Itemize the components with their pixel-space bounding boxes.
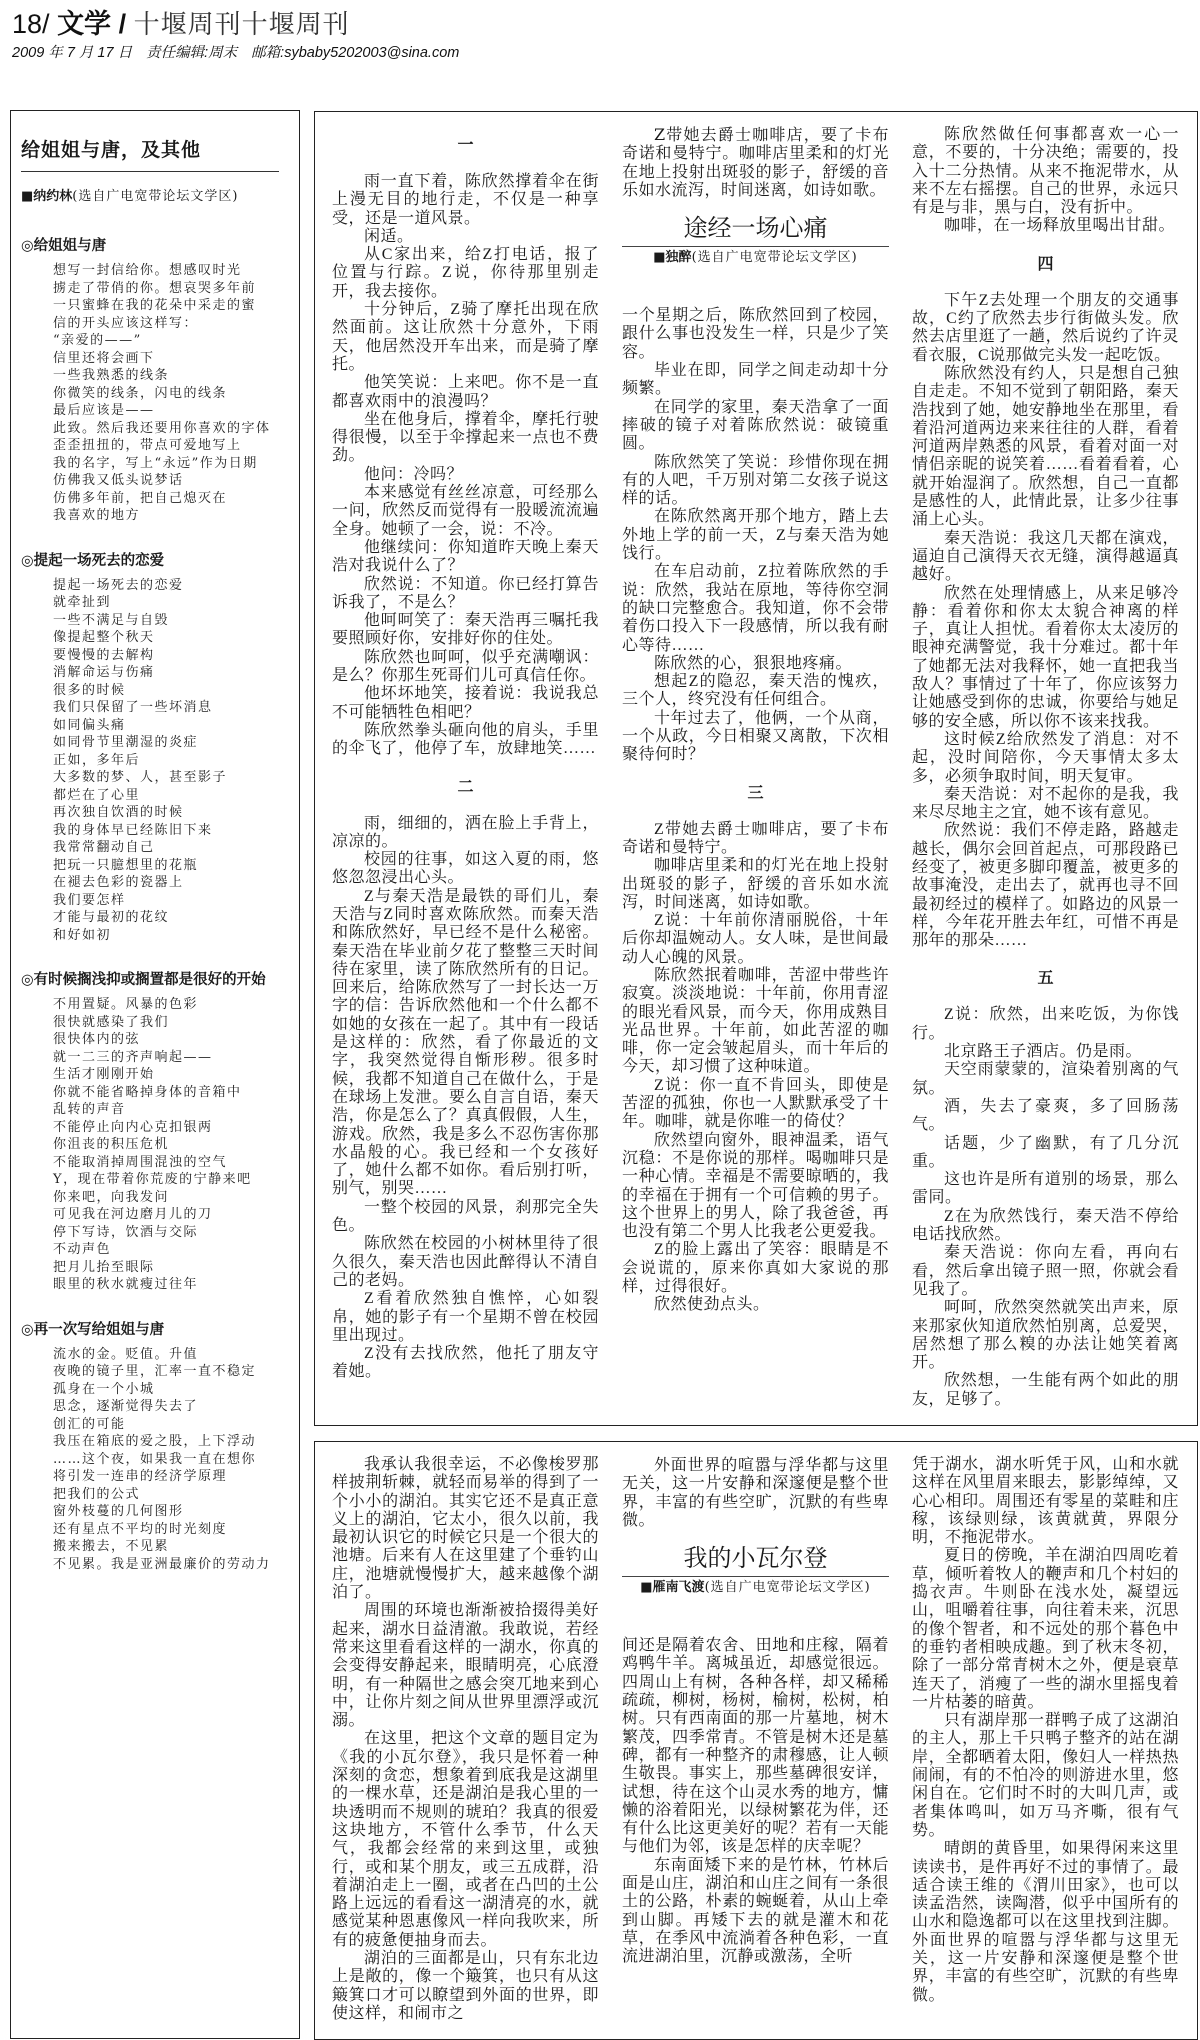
dateline: [12, 44, 469, 62]
poem-line: 我常常翻动自己: [53, 840, 155, 855]
poem-line: 信的开头应该这样写：: [53, 315, 199, 331]
poem-line: 夜晚的镜子里，汇率一直不稳定: [53, 1364, 257, 1379]
paper-name: 十堰周刊十堰周刊: [133, 10, 350, 40]
poem-line: 眼里的秋水就瘦过往年: [53, 1277, 199, 1292]
author: ■独醉: [653, 250, 692, 266]
title-rule: [622, 1576, 889, 1577]
paragraph: 毕业在即，同学之间走动却十分频繁。: [622, 362, 889, 398]
poem-line: 在褪去色彩的瓷器上: [53, 875, 184, 890]
poem-line: 你微笑的线条，闪电的线条: [53, 385, 228, 401]
title-rule: [622, 246, 889, 247]
poem-line: 掳走了带俏的你。想哀哭多年前: [53, 280, 257, 296]
page-masthead: [12, 8, 350, 41]
poem-line: 消解命运与伤痛: [53, 665, 155, 680]
paragraph: 夏日的傍晚，羊在湖泊四周吃着草，倾听着牧人的鞭声和几个村妇的捣衣声。牛则卧在浅水处，凝望远山，咀嚼着往事，向往着未来，沉思的像个智者，和不远处的那个暮色中的垂钓者相映成趣。到了秋末冬初，除了一部分常青树木之外，便是衰草连天了，消瘦了一些的湖水里摇曳着一片枯萎的暗黄。: [912, 1547, 1179, 1711]
story-wo-de-xiao-waerdeng: [314, 1441, 1198, 2040]
poem-line: 把玩一只臆想里的花瓶: [53, 857, 199, 873]
poem-line: 孤身在一个小城: [53, 1381, 155, 1397]
paragraph: 在这里，把这个文章的题目定为《我的小瓦尔登》，我只是怀着一种深刻的贪恋，想象着到底我是这湖里的一棵水草，还是湖泊是我心里的一块透明而不规则的琥珀？我真的很爱这块地方，不管什么季节，什么天气，我都会经常的来到这里，或独行，或和某个朋友，或三五成群，沿着湖泊走上一圈，或者在凸凹的土公路上远远的看看这一湖清亮的水，就感觉某种恩惠像风一样向我吹来，所有的疲惫便抽身而去。: [332, 1730, 599, 1949]
poem-line: 一些我熟悉的线条: [53, 368, 170, 383]
paragraph: 东南面矮下来的是竹林，竹林后面是山庄，湖泊和山庄之间有一条很土的公路，朴素的蜿蜒着，从山上牵到山脚。再矮下去的就是灌木和花草，在季风中流淌着各种色彩，一直流进湖泊里，沉静或激荡，全听: [622, 1856, 889, 1966]
paragraph: 欣然说：我们不停走路，路越走越长，偶尔会回首起点，可那段路已经变了，被更多脚印覆盖，被更多的故事淹没，走出去了，就再也寻不回最初经过的模样了。如路边的风景一样，今年花开胜去年红，可惜不再是那年的那朵……: [912, 822, 1179, 950]
poem-list: [21, 236, 286, 1573]
paragraph: 我承认我很幸运，不必像梭罗那样披荆斩棘，就轻而易举的得到了一个小小的湖泊。其实它还不是真正意义上的湖泊，它太小，很久以前，我最初认识它的时候它只是一个很大的池塘。后来有人在这里建了个垂钓山庄，池塘就慢慢扩大，越来越像个湖泊了。: [332, 1456, 599, 1602]
poem-line: 乱转的声音: [53, 1102, 126, 1117]
poem-line: 你沮丧的积压危机: [53, 1137, 170, 1152]
poem-line: 我们只保留了一些坏消息: [53, 700, 213, 715]
poem-line: 我喜欢的地方: [53, 508, 141, 523]
paragraph: 这也许是所有道别的场景，那么雷同。: [912, 1171, 1179, 1207]
poem-line: 就牵扯到: [53, 595, 112, 610]
paragraph: 秦天浩说：你向左看，再向右看，然后拿出镜子照一照，你就会看见我了。: [912, 1244, 1179, 1298]
poem-line: 仿佛多年前，把自己熄灭在: [53, 490, 228, 506]
poem-line: 创汇的可能: [53, 1416, 126, 1432]
poem-line: 最后应该是——: [53, 403, 155, 418]
poem-line: 才能与最初的花纹: [53, 910, 170, 925]
poem-line: Y，现在带着你荒废的宁静来吧: [53, 1172, 252, 1187]
paragraph: 雨，细细的，洒在脸上手背上，凉凉的。: [332, 814, 599, 850]
poem-line: 还有星点不平均的时光刻度: [53, 1521, 228, 1537]
paragraph: Z说：你一直不肯回头，即使是苦涩的孤独，你也一人默默承受了十年。咖啡，就是你唯一的倚仗？: [622, 1076, 889, 1131]
poem-line: 我的名字，写上“永远”作为日期: [53, 455, 258, 471]
paragraph: 呵呵，欣然突然就笑出声来，原来那家伙知道欣然怕别离，总爱哭，居然想了那么糗的办法让她笑着离开。: [912, 1299, 1179, 1372]
paragraph: 陈欣然拳头砸向他的肩头，手里的伞飞了，他停了车，放肆地笑……: [332, 721, 599, 758]
paragraph: 这时候Z给欣然发了消息：对不起，没时间陪你，今天事情太多太多，必须争取时间，明天复审。: [912, 730, 1179, 785]
story-tujing-yichang-xintong: [314, 111, 1198, 1426]
masthead-slash: /: [118, 9, 127, 39]
poem-title: ◎提起一场死去的恋爱: [21, 552, 165, 569]
poem-line: 很快体内的弦: [53, 1032, 141, 1047]
poem-line: 不能停止向内心克扣银两: [53, 1119, 213, 1135]
right-stories: [314, 111, 1198, 2040]
paragraph: 陈欣然做任何事都喜欢一心一意，不要的，十分决绝；需要的，投入十二分热情。从来不拖泥带水，从来不左右摇摆。自己的世界，永远只有是与非，黑与白，没有折中。: [912, 126, 1179, 217]
page-number: 18/: [12, 9, 50, 39]
paragraph: 他坏坏地笑，接着说：我说我总不可能牺牲色相吧？: [332, 685, 599, 721]
paragraph: 北京路王子酒店。仍是雨。: [944, 1043, 1143, 1061]
paragraph: Z说：十年前你清丽脱俗，十年后你却温婉动人。女人味，是世间最动人心魄的风景。: [622, 912, 889, 966]
article-byline: [21, 188, 289, 206]
paragraph: Z在为欣然饯行，秦天浩不停给电话找欣然。: [912, 1207, 1179, 1244]
poem-line: 仿佛我又低头说梦话: [53, 473, 184, 488]
poem-line: 一只蜜蜂在我的花朵中采走的蜜: [53, 298, 257, 313]
column-3: [912, 126, 1179, 1409]
byline-source: (选自广电宽带论坛文学区): [704, 1580, 871, 1596]
poem-title: ◎有时候搁浅抑或搁置都是很好的开始: [21, 972, 266, 988]
paragraph: Z看着欣然独自憔悴，心如裂帛，她的影子有一个星期不曾在校园里出现过。: [332, 1290, 599, 1344]
poem-line: 都烂在了心里: [53, 787, 141, 803]
poem-line: 大多数的梦、人，甚至影子: [53, 770, 228, 785]
section-number-heading: 二: [457, 776, 474, 796]
paragraph: 话题，少了幽默，有了几分沉重。: [912, 1134, 1179, 1170]
paragraph: 坐在他身后，撑着伞，摩托行驶得很慢，以至于伞撑起来一点也不费劲。: [332, 410, 599, 465]
paragraph: Z与秦天浩是最铁的哥们儿，秦天浩与Z同时喜欢陈欣然。而秦天浩和陈欣然好，早已经不是什么秘密。秦天浩在毕业前夕花了整整三天时间待在家里，读了陈欣然所有的日记。回来后，给陈欣然写了一封长达一万字的信：告诉欣然他和一个什么都不如她的女孩在一起了。其中有一段话是这样的：欣然，看了你最近的文字，我突然觉得自惭形秽。很多时候，我都不知道自己在做什么，于是在球场上发泄。要么自言自语，秦天浩，你是怎么了？真真假假，人生，游戏。欣然，我是多么不忍伤害你那水晶般的心。我已经和一个女孩好了，她什么都不如你。看后别打听，别气，别哭……: [332, 887, 599, 1198]
email: 邮箱:sybaby5202003@sina.com: [251, 45, 460, 61]
paragraph: Z带她去爵士咖啡店，要了卡布奇诺和曼特宁。: [622, 820, 889, 856]
poem-line: 很多的时候: [53, 682, 126, 698]
paragraph: 凭于湖水，湖水听凭于风，山和水就这样在风里眉来眼去，影影绰绰，又心心相印。周围还有零星的菜畦和庄稼，该绿则绿，该黄就黄，界限分明，不拖泥带水。: [912, 1456, 1179, 1547]
paragraph: 他呵呵笑了：秦天浩再三嘱托我要照顾好你，安排好你的住处。: [332, 612, 599, 648]
poem-line: 就一二三的齐声响起——: [53, 1049, 213, 1065]
column-2: [622, 126, 889, 1315]
poem-line: 提起一场死去的恋爱: [53, 577, 184, 593]
column-2-text: [622, 307, 889, 1314]
poem-line: 此致。然后我还要用你喜欢的字体: [53, 420, 271, 436]
paragraph: 在车启动前，Z拉着陈欣然的手说：欣然，我站在原地，等待你空洞的缺口完整愈合。我知道，你不会带着伤口投入下一段感情，所以我有耐心等待……: [622, 563, 889, 654]
paragraph: Z的脸上露出了笑容：眼睛是不会说谎的，原来你真如大家说的那样，过得很好。: [622, 1241, 889, 1296]
section-number-heading: 四: [1037, 253, 1054, 273]
article-title: 我的小瓦尔登: [683, 1544, 828, 1573]
paragraph: 欣然望向窗外，眼神温柔，语气沉稳：不是你说的那样。喝咖啡只是一种心情。幸福是不需要晾晒的，我的幸福在于拥有一个可信赖的男子。这个世界上的男人，除了我爸爸，再也没有第二个男人比我老公更爱我。: [622, 1131, 889, 1241]
article-header: [622, 126, 889, 267]
article-byline: [622, 249, 889, 267]
paragraph: 欣然在处理情感上，从来足够冷静：看着你和你太太貌合神离的样子，真让人担忧。看着你太太凌厉的眼神充满警觉，我十分难过。都十年了她都无法对我释怀，她一直把我当敌人？事情过了十年了，你应该努力让她感受到你的忠诚，你要给与她足够的安全感，所以你不该来找我。: [912, 584, 1179, 730]
paragraph: Z说：欣然，出来吃饭，为你饯行。: [912, 1006, 1179, 1042]
poem-line: “亲爱的——”: [53, 333, 142, 348]
pull-quote: 外面世界的喧嚣与浮华都与这里无关，这一片安静和深邃便是整个世界，丰富的有些空旷，沉默的有些卑微。: [622, 1455, 889, 1529]
poem-line: 正如，多年后: [53, 752, 141, 768]
poem-line: 把月儿抬至眼际: [53, 1259, 155, 1275]
section-number-heading: 三: [747, 782, 764, 802]
poem-line: 可见我在河边磨月儿的刀: [53, 1207, 213, 1222]
poem-line: 窗外枝蔓的几何图形: [53, 1504, 184, 1519]
section-number-heading: 五: [1037, 968, 1054, 988]
paragraph: 酒，失去了豪爽，多了回肠荡气。: [912, 1097, 1179, 1134]
poem-line: 如同偏头痛: [53, 717, 126, 733]
paragraph: 下午Z去处理一个朋友的交通事故，C约了欣然去步行街做头发。欣然去店里逛了一趟，然后说约了许灵看衣服，C说那做完头发一起吃饭。: [912, 291, 1179, 364]
author: ■纳约林: [21, 189, 73, 204]
poem-line: 如同骨节里潮湿的炎症: [53, 735, 199, 750]
title-rule: [21, 171, 279, 172]
poem-line: 和好如初: [53, 927, 112, 943]
column-1: [332, 126, 599, 1382]
poem-line: 想写一封信给你。想感叹时光: [53, 263, 242, 278]
paragraph: 欣然说：不知道。你已经打算告诉我了，不是么？: [332, 575, 599, 611]
poem-line: 你来吧，向我发问: [53, 1189, 170, 1205]
poem-line: 搬来搬去，不见累: [53, 1539, 170, 1554]
paragraph: 闲适。: [364, 227, 414, 245]
paragraph: 间还是隔着农舍、田地和庄稼，隔着鸡鸭牛羊。离城虽近，却感觉很远。四周山上有树，各种各样，却又稀稀疏疏，柳树，杨树，榆树，松树，柏树。只有西南面的那一片墓地，树木繁茂，四季常青。不管是树木还是墓碑，都有一种整齐的肃穆感，让人顿生敬畏。事实上，那些墓碑很安详，试想，待在这个山灵水秀的地方，慵懒的浴着阳光，以绿树繁花为伴，还有什么比这更美好的呢？若有一天能与他们为邻，该是怎样的庆幸呢？: [622, 1637, 889, 1856]
editor: 责任编辑:周末: [146, 45, 238, 61]
paragraph: 秦天浩说：对不起你的是我，我来尽尽地主之宜，她不该有意见。: [912, 785, 1179, 822]
poem-title: ◎再一次写给姐姐与唐: [21, 1321, 165, 1338]
poem-line: 我们要怎样: [53, 892, 126, 908]
section-name: 文学: [57, 9, 112, 39]
poems-article: [10, 110, 300, 2039]
paragraph: 欣然想，一生能有两个如此的朋友，足够了。: [912, 1372, 1179, 1408]
poem-line: 不能取消掉周围混浊的空气: [53, 1154, 228, 1170]
paragraph: 晴朗的黄昏里，如果得闲来这里读读书，是件再好不过的事情了。最适合读王维的《渭川田家》，也可以读孟浩然，读陶潜，似乎中国所有的山水和隐逸都可以在这里找到注脚。外面世界的喧嚣与浮华都与这里无关，这一片安静和深邃便是整个世界，丰富的有些空旷，沉默的有些卑微。: [912, 1840, 1179, 2004]
paragraph: 在陈欣然离开那个地方，踏上去外地上学的前一天，Z与秦天浩为她饯行。: [622, 508, 889, 563]
poem-line: 不动声色: [53, 1242, 112, 1257]
poem-line: 你就不能省略掉身体的音箱中: [53, 1084, 242, 1100]
poem-line: 很快就感染了我们: [53, 1014, 170, 1030]
paragraph: 一整个校园的风景，刹那完全失色。: [332, 1198, 599, 1235]
byline-source: (选自广电宽带论坛文学区): [691, 250, 858, 266]
paragraph: 想起Z的隐忍，秦天浩的愧疚，三个人，终究没有任何组合。: [622, 673, 889, 709]
column-1: [332, 1456, 599, 2023]
pull-quote: Z带她去爵士咖啡店，要了卡布奇诺和曼特宁。咖啡店里柔和的灯光在地上投射出斑驳的影子，舒缓的音乐如水流泻，时间迷离，如诗如歌。: [622, 125, 889, 199]
paragraph: Z没有去找欣然，他托了朋友守着她。: [332, 1345, 599, 1381]
section-number-heading: 一: [457, 135, 474, 154]
issue-date: 2009 年 7 月 17 日: [12, 45, 133, 61]
column-3: [912, 1456, 1179, 2005]
paragraph: 十分钟后，Z骑了摩托出现在欣然面前。这让欣然十分意外，下雨天，他居然没开车出来，而是骑了摩托。: [332, 301, 599, 373]
paragraph: 陈欣然没有约人，只是想自己独自走走。不知不觉到了朝阳路，秦天浩找到了她，她安静地坐在那里，看着沿河道两边来来往往的人群，看着河道两岸熟悉的风景，看着对面一对情侣亲昵的说笑着……看着看着，心就开始湿润了。欣然想，自己一直都是感性的人，此情此景，让多少往事涌上心头。: [912, 364, 1179, 529]
article-header: [622, 1456, 889, 1597]
poem-title: ◎给姐姐与唐: [21, 238, 107, 254]
column-2: [622, 1456, 889, 1967]
paragraph: 从C家出来，给Z打电话，报了位置与行踪。Z说，你待那里别走开，我去接你。: [332, 246, 599, 300]
poem-line: 停下写诗，饮酒与交际: [53, 1224, 199, 1240]
poem-line: 思念，逐渐觉得失去了: [53, 1399, 199, 1414]
poem-line: 要慢慢的去解构: [53, 647, 155, 663]
poem-line: 生活才刚刚开始: [53, 1067, 155, 1082]
paragraph: 在同学的家里，秦天浩拿了一面摔破的镜子对着陈欣然说：破镜重圆。: [622, 398, 889, 453]
poem-line: 流水的金。贬值。升值: [53, 1346, 199, 1362]
poem-line: 信里还将会画下: [53, 350, 155, 366]
poem-line: ……这个夜，如果我一直在想你: [53, 1451, 257, 1467]
column-2-text: [622, 1637, 889, 1966]
article-byline: [622, 1579, 889, 1597]
poem-line: 我压在箱底的爱之股，上下浮动: [53, 1434, 257, 1449]
paragraph: 校园的往事，如这入夏的雨，悠悠忽忽浸出心头。: [332, 851, 599, 887]
paragraph: 周围的环境也渐渐被拾掇得美好起来，湖水日益清澈。我敢说，若经常来这里看看这样的一湖水，你真的会变得安静起来，眼睛明亮，心底澄明，有一种隔世之感会突兀地来到心中，让你片刻之间从世界里漂浮或沉溺。: [332, 1602, 599, 1730]
poem-line: 像提起整个秋天: [53, 630, 155, 645]
paragraph: 他继续问：你知道昨天晚上秦天浩对我说什么了？: [332, 538, 599, 575]
article-title: 途经一场心痛: [683, 214, 828, 243]
paragraph: 陈欣然也呵呵，似乎充满嘲讽：是么？你那生死哥们儿可真信任你。: [332, 648, 599, 685]
poem-line: 将引发一连串的经济学原理: [53, 1469, 228, 1484]
paragraph: 天空雨蒙蒙的，渲染着别离的气氛。: [912, 1061, 1179, 1097]
paragraph: 秦天浩说：我这几天都在演戏，逼迫自己演得天衣无缝，演得越逼真越好。: [912, 529, 1179, 584]
poem-line: 我的身体早已经陈旧下来: [53, 822, 213, 838]
poem-line: 不见累。我是亚洲最廉价的劳动力: [53, 1556, 271, 1572]
paragraph: 一个星期之后，陈欣然回到了校园，跟什么事也没发生一样，只是少了笑容。: [622, 307, 889, 361]
poem-line: 再次独自饮酒的时候: [53, 805, 184, 820]
poem-line: 把我们的公式: [53, 1486, 141, 1502]
paragraph: 本来感觉有丝丝凉意，可经那么一问，欣然反而觉得有一股暖流流遍全身。她顿了一会，说：不冷。: [332, 484, 599, 538]
paragraph: 陈欣然的心，狠狠地疼痛。: [654, 654, 853, 672]
poem-line: 不用置疑。风暴的色彩: [53, 997, 199, 1012]
byline-source: (选自广电宽带论坛文学区): [72, 189, 239, 204]
paragraph: 欣然使劲点头。: [654, 1296, 770, 1314]
paragraph: 陈欣然抿着咖啡，苦涩中带些许寂寞。淡淡地说：十年前，你用青涩的眼光看风景，而今天，你用成熟目光品世界。十年前，如此苦涩的咖啡，你一定会皱起眉头，而十年后的今天，却习惯了这种味道。: [622, 966, 889, 1076]
article-title: 给姐姐与唐，及其他: [21, 139, 202, 161]
paragraph: 陈欣然在校园的小树林里待了很久很久，秦天浩也因此醉得认不清自己的老妈。: [332, 1235, 599, 1289]
paragraph: 雨一直下着，陈欣然撑着伞在街上漫无目的地行走，不仅是一种享受，还是一道风景。: [332, 173, 599, 227]
paragraph: 陈欣然笑了笑说：珍惜你现在拥有的人吧，千万别对第二女孩子说这样的话。: [622, 453, 889, 508]
paragraph: 他问：冷吗？: [364, 465, 464, 483]
paragraph: 湖泊的三面都是山，只有东北边上是敞的，像一个簸箕，也只有从这簸箕口才可以瞭望到外面的世界，即使这样，和闹市之: [332, 1950, 599, 2022]
paragraph: 十年过去了，他俩，一个从商，一个从政，今日相聚又离散，下次相聚待何时？: [622, 709, 889, 764]
poem-line: 歪歪扭扭的，带点可爱地写上: [53, 438, 242, 453]
paragraph: 咖啡，在一场释放里喝出甘甜。: [944, 217, 1176, 235]
poem-line: 一些不满足与自毁: [53, 612, 170, 628]
paragraph: 只有湖岸那一群鸭子成了这湖泊的主人，那上千只鸭子整齐的站在湖岸，全都晒着太阳，像妇人一样热热闹闹，有的不怕冷的则游进水里，悠闲自在。它们时不时的大叫几声，或者集体鸣叫，如万马齐嘶，很有气势。: [912, 1712, 1179, 1839]
paragraph: 他笑笑说：上来吧。你不是一直都喜欢雨中的浪漫吗？: [332, 374, 599, 410]
author: ■雁南飞渡: [640, 1580, 705, 1596]
paragraph: 咖啡店里柔和的灯光在地上投射出斑驳的影子，舒缓的音乐如水流泻，时间迷离，如诗如歌。: [622, 857, 889, 911]
